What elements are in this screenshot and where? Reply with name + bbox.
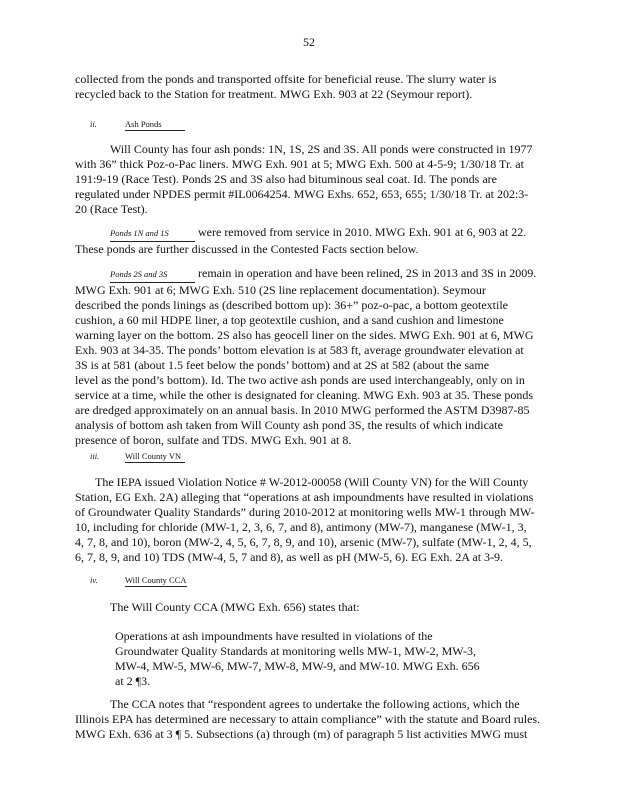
- block-quote: [115, 629, 525, 689]
- text-line: collected from the ponds and transported offsite for beneficial reuse. The slurry water is: [75, 72, 497, 86]
- text-line: The Will County CCA (MWG Exh. 656) states that:: [110, 600, 360, 614]
- text-line: 10, including for chloride (MW-1, 2, 3, 6, 7, and 8), antimony (MW-7), manganese (MW-1, 3,: [75, 520, 527, 534]
- text-line: Groundwater Quality Standards at monitoring wells MW-1, MW-2, MW-3,: [115, 644, 476, 658]
- section-heading-will-county-vn: [90, 451, 185, 463]
- text-line: with 36” thick Poz-o-Pac liners. MWG Exh. 901 at 5; MWG Exh. 500 at 4-5-9; 1/30/18 Tr. at: [75, 157, 524, 171]
- text-line: Station, EG Exh. 2A) alleging that “operations at ash impoundments have resulted in violations: [75, 490, 534, 504]
- section-heading-ash-ponds: [90, 119, 185, 131]
- section-number: ii.: [90, 119, 97, 129]
- text-line: [75, 225, 545, 242]
- subheading-ponds-1n-1s: Ponds 1N and 1S: [110, 226, 195, 242]
- text-line: level as the pond’s bottom). Id. The two active ash ponds are used interchangeably, only on in: [75, 373, 525, 387]
- section-heading-will-county-cca: [90, 575, 187, 587]
- text-line: cushion, a 60 mil HDPE liner, a top geotextile cushion, and a sand cushion and limestone: [75, 313, 504, 327]
- text-line: These ponds are further discussed in the Contested Facts section below.: [75, 242, 419, 256]
- text-line: The IEPA issued Violation Notice # W-2012-00058 (Will County VN) for the Will County: [95, 475, 529, 489]
- paragraph-ponds-2s-3s: [75, 266, 545, 448]
- text-line: MW-4, MW-5, MW-6, MW-7, MW-8, MW-9, and MW-10. MWG Exh. 656: [115, 659, 480, 673]
- paragraph-cca-intro: [75, 600, 545, 615]
- text-line: Will County has four ash ponds: 1N, 1S, 2S and 3S. All ponds were constructed in 1977: [110, 142, 533, 156]
- text-line: 3S is at 581 (about 1.5 feet below the ponds’ bottom) and at 2S at 582 (about the same: [75, 358, 490, 372]
- section-title: Will County VN: [125, 451, 185, 463]
- text-line: 20 (Race Test).: [75, 202, 148, 216]
- section-title: Ash Ponds: [125, 119, 185, 131]
- text-line: warning layer on the bottom. 2S also has geocell liner on the sides. MWG Exh. 901 at 6, MWG: [75, 328, 534, 342]
- paragraph-violation-notice: [75, 475, 545, 565]
- section-title: Will County CCA: [125, 575, 187, 585]
- text-line: of Groundwater Quality Standards” during 2010-2012 at monitoring wells MW-1 through MW-: [75, 505, 535, 519]
- text-fragment: were removed from service in 2010. MWG Exh. 901 at 6, 903 at 22.: [195, 225, 527, 239]
- text-line: presence of boron, sulfate and TDS. MWG Exh. 901 at 8.: [75, 433, 352, 447]
- subheading-ponds-2s-3s: Ponds 2S and 3S: [110, 267, 195, 283]
- section-number: iii.: [90, 451, 100, 461]
- text-line: analysis of bottom ash taken from Will County ash pond 3S, the results of which indicate: [75, 418, 503, 432]
- text-line: The CCA notes that “respondent agrees to undertake the following actions, which the: [110, 697, 520, 711]
- paragraph-slurry-reuse: [75, 72, 545, 102]
- paragraph-ponds-1n-1s: [75, 225, 545, 257]
- text-line: Operations at ash impoundments have resulted in violations of the: [115, 629, 433, 643]
- text-line: [75, 266, 545, 283]
- paragraph-cca-notes: [75, 697, 545, 742]
- text-line: regulated under NPDES permit #IL0064254. MWG Exhs. 652, 653, 655; 1/30/18 Tr. at 202:3-: [75, 187, 529, 201]
- text-line: Illinois EPA has determined are necessary to attain compliance” with the statute and Board rules.: [75, 712, 541, 726]
- text-line: MWG Exh. 901 at 6; MWG Exh. 510 (2S line replacement documentation). Seymour: [75, 283, 486, 297]
- text-line: MWG Exh. 636 at 3 ¶ 5. Subsections (a) through (m) of paragraph 5 list activities MWG must: [75, 727, 528, 741]
- section-number: iv.: [90, 575, 98, 585]
- text-line: at 2 ¶3.: [115, 674, 151, 688]
- text-line: service at a time, while the other is designated for cleaning. MWG Exh. 903 at 35. These ponds: [75, 388, 533, 402]
- text-line: recycled back to the Station for treatment. MWG Exh. 903 at 22 (Seymour report).: [75, 87, 473, 101]
- paragraph-four-ash-ponds: [75, 142, 545, 217]
- text-line: are dredged approximately on an annual basis. In 2010 MWG performed the ASTM D3987-85: [75, 403, 530, 417]
- text-line: 6, 7, 8, 9, and 10) TDS (MW-4, 5, 7 and 8), as well as pH (MW-5, 6). EG Exh. 2A at 3-9.: [75, 550, 504, 564]
- text-line: described the ponds linings as (described bottom up): 36+” poz-o-pac, a bottom geotextile: [75, 298, 508, 312]
- text-line: 191:9-19 (Race Test). Ponds 2S and 3S also had bituminous seal coat. Id. The ponds are: [75, 172, 497, 186]
- text-line: Exh. 903 at 34-35. The ponds’ bottom elevation is at 583 ft, average groundwater elevation at: [75, 343, 524, 357]
- text-line: 4, 7, 8, and 10), boron (MW-2, 4, 5, 6, 7, 8, 9, and 10), arsenic (MW-7), sulfate (MW-1, 2, 4, 5,: [75, 535, 532, 549]
- page-number: 52: [303, 35, 315, 49]
- text-fragment: remain in operation and have been relined, 2S in 2013 and 3S in 2009.: [195, 266, 537, 280]
